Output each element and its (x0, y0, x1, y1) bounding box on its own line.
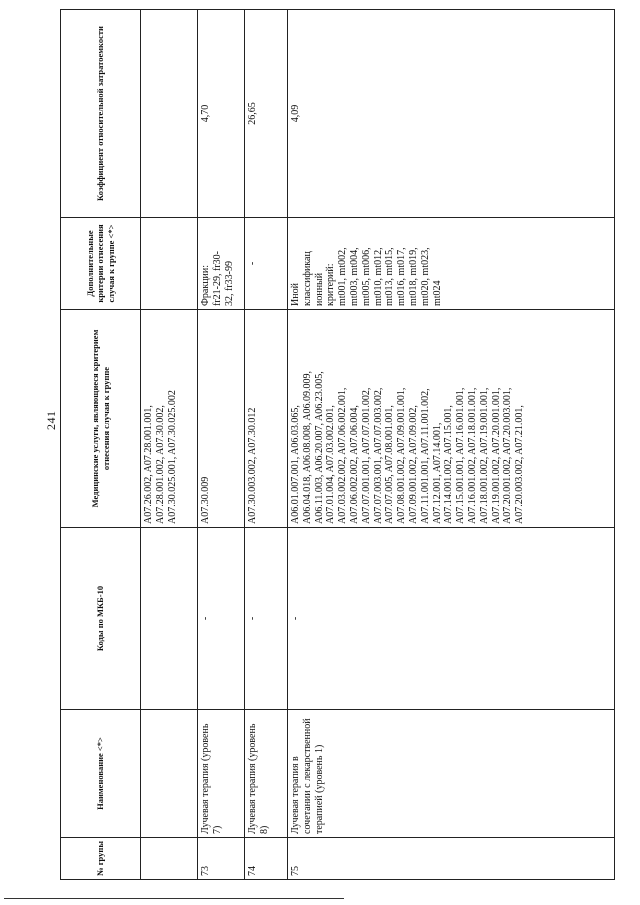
table-header-row (61, 10, 141, 880)
row-mkb: - (245, 528, 288, 710)
row-num: 74 (245, 838, 288, 880)
row-coef: 4,70 (198, 10, 245, 218)
footnote-divider (4, 898, 344, 899)
row-services: A07.30.003.002, A07.30.012 (245, 310, 288, 528)
row-name: Лучевая терапия в сочетании с лекарственной терапией (уровень 1) (288, 710, 615, 838)
rotated-table-wrapper (60, 10, 615, 880)
row-num (141, 838, 198, 880)
row-services: A07.26.002, A07.28.001.001, A07.28.001.002, A07.30.002, A07.30.025.001, A07.30.025.002 (141, 310, 198, 528)
header-num: № групы (61, 838, 141, 880)
header-coef: Коэффициент относительной затратоемкости (61, 10, 141, 218)
row-coef: 4,09 (288, 10, 615, 218)
drg-table (60, 9, 615, 880)
table-row (141, 10, 198, 880)
row-extra: Фракции: fr21-29, fr30- 32, fr33-99 (198, 218, 245, 310)
header-mkb: Коды по МКБ-10 (61, 528, 141, 710)
row-mkb (141, 528, 198, 710)
row-name: Лучевая терапия (уровень 8) (245, 710, 288, 838)
row-mkb: - (288, 528, 615, 710)
row-extra (141, 218, 198, 310)
table-row (245, 10, 288, 880)
row-name: Лучевая терапия (уровень 7) (198, 710, 245, 838)
row-services: A07.30.009 (198, 310, 245, 528)
row-coef: 26,65 (245, 10, 288, 218)
row-num: 75 (288, 838, 615, 880)
header-name: Наименование <*> (61, 710, 141, 838)
row-mkb: - (198, 528, 245, 710)
table-row (288, 10, 615, 880)
header-services: Медицинские услуги, являющиеся критерием отнесения случая к группе (61, 310, 141, 528)
row-name (141, 710, 198, 838)
row-num: 73 (198, 838, 245, 880)
row-services: A06.01.007.001, A06.03.065, A06.04.018, A06.08.008, A06.09.009, A06.11.003, A06.20.007, A06.23.005, A07.01.004, A07.03.002.001, A07.03.002.002, A07.06.002.001, A07.06.002.002, A07.06.004, A07.07.001.001, A07.07.001.002, A07.07.003.001, A07.07.003.002, A07.07.005, A07.08.001.001, A07.08.001.002, A07.09.001.001, A07.09.001.002, A07.09.002, A07.11.001.001, A07.11.001.002, A07.12.001, A07.14.001, A07.14.001.002, A07.15.001, A07.15.001.001, A07.16.001.001, A07.16.001.002, A07.18.001.001, A07.18.001.002, A07.19.001.001, A07.19.001.002, A07.20.001.001, A07.20.001.002, A07.20.003.001, A07.20.003.002, A07.21.001, (288, 310, 615, 528)
row-extra: - (245, 218, 288, 310)
table-row (198, 10, 245, 880)
row-extra: Иной классификац ионный критерий: mt001, mt002, mt003, mt004, mt005, mt006, mt010, mt012, mt013, mt015, mt016, mt017, mt018, mt019, mt020, mt023, mt024 (288, 218, 615, 310)
header-extra: Дополнительные критерии отнесения случая к группе <*> (61, 218, 141, 310)
page-number: 241 (44, 410, 58, 430)
row-coef (141, 10, 198, 218)
